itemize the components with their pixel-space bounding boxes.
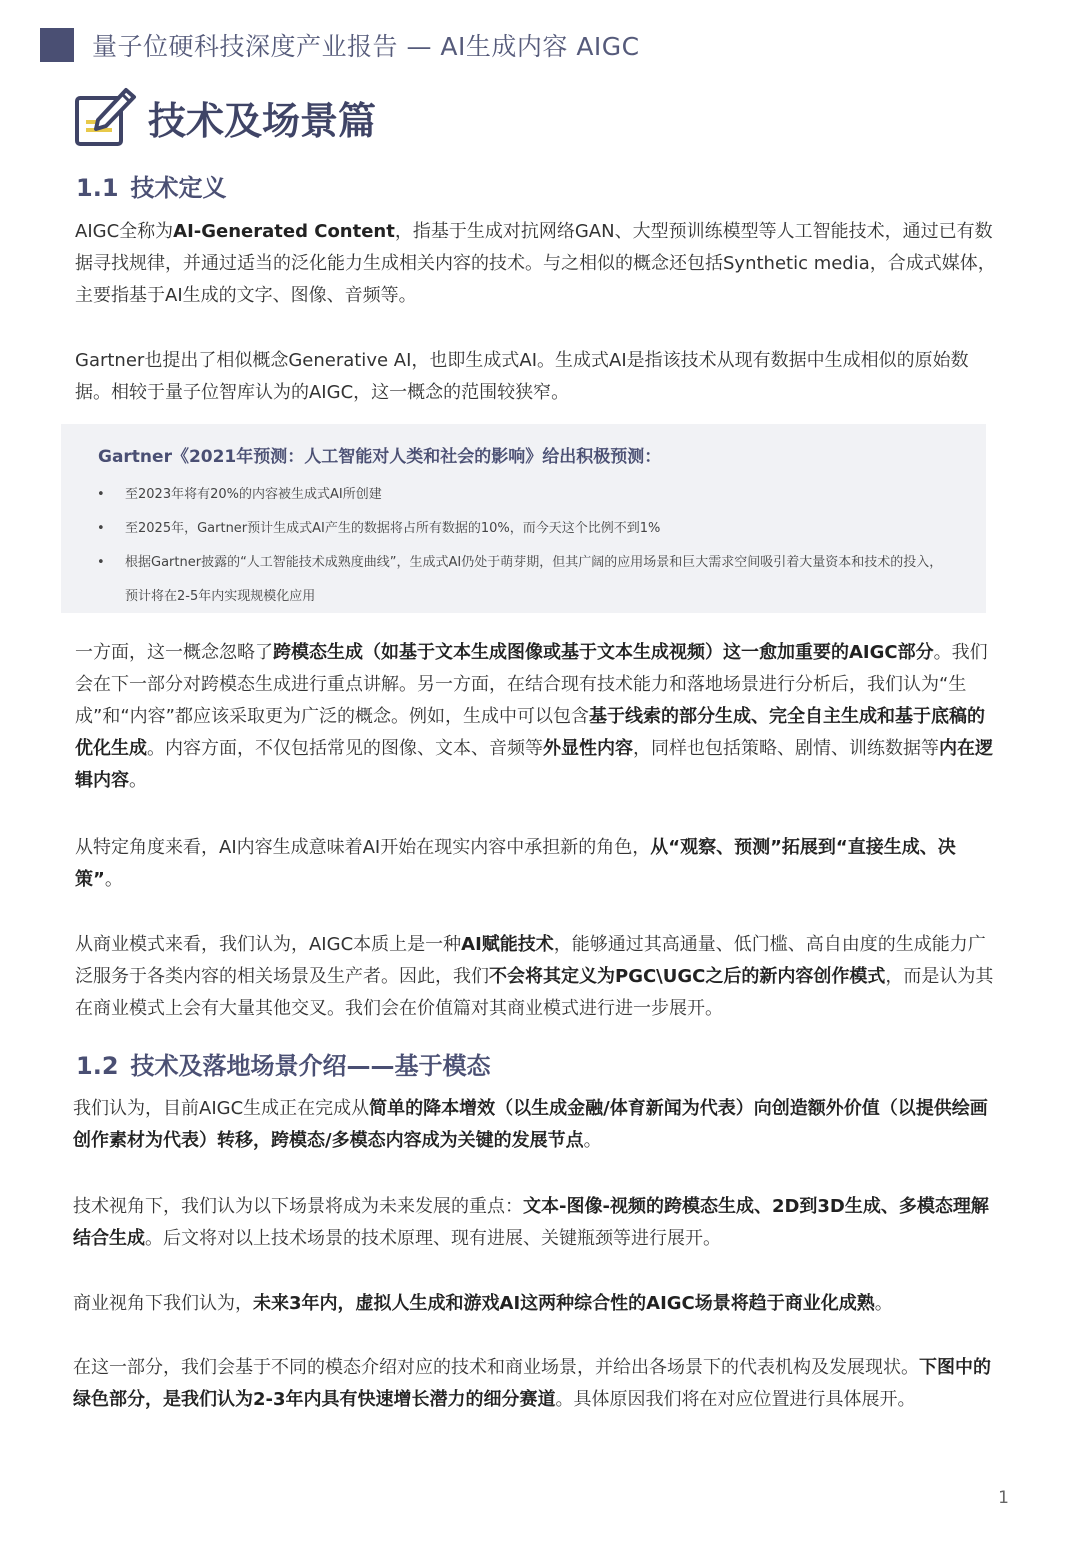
text-run: 。 — [104, 869, 123, 890]
heading-1-2 — [76, 1046, 491, 1081]
text-run: 在这一部分，我们会基于不同的模态介绍对应的技术和商业场景，并给出各场景下的代表机构及发展现状。 — [73, 1357, 919, 1378]
paragraph-8 — [73, 1288, 998, 1320]
bold-run: 内在逻辑内容 — [75, 738, 993, 791]
text-run: 我们认为，目前AIGC生成正在完成从 — [73, 1098, 370, 1119]
page-number: 1 — [998, 1488, 1009, 1508]
bold-run: 从“观察、预测”拓展到“直接生成、决策” — [75, 837, 956, 890]
gartner-callout-box — [61, 424, 986, 613]
heading-number: 1.1 — [76, 174, 119, 202]
text-run: 。内容方面，不仅包括常见的图像、文本、音频等 — [147, 738, 543, 759]
bold-run: 外显性内容 — [543, 738, 633, 759]
text-run: 从商业模式来看，我们认为，AIGC本质上是一种 — [75, 934, 462, 955]
text-run: 。我们会在下一部分对跨模态生成进行重点讲解。另一方面，在结合现有技术能力和落地场景进行分析后，我们认为“生成”和“内容”都应该采取更为广泛的概念。例如，生成中可以包含 — [75, 642, 988, 727]
text-run: ，而是认为其在商业模式上会有大量其他交叉。我们会在价值篇对其商业模式进行进一步展开。 — [75, 966, 994, 1019]
heading-text: 技术定义 — [130, 174, 227, 202]
heading-1-1 — [76, 168, 227, 203]
section-title: 技术及场景篇 — [148, 98, 377, 143]
list-item-text: 根据Gartner披露的“人工智能技术成熟度曲线”，生成式AI仍处于萌芽期，但其广阔的应用场景和巨大需求空间吸引着大量资本和技术的投入，预计将在2-5年内实现规模化应用 — [125, 555, 943, 604]
text-run: 。 — [129, 770, 147, 791]
bold-run: 简单的降本增效（以生成金融/体育新闻为代表）向创造额外价值（以提供绘画创作素材为代表）转移，跨模态/多模态内容成为关键的发展节点 — [73, 1098, 988, 1151]
paragraph-1 — [75, 216, 1000, 312]
header-square-icon — [40, 28, 74, 62]
header-title: 量子位硬科技深度产业报告 — AI生成内容 AIGC — [92, 32, 640, 61]
text-run: 一方面，这一概念忽略了 — [75, 642, 273, 663]
bullet-icon: • — [97, 487, 105, 502]
section-heading — [74, 84, 376, 150]
bold-run: AI-Generated Content — [173, 221, 395, 242]
text-run: 。后文将对以上技术场景的技术原理、现有进展、关键瓶颈等进行展开。 — [145, 1228, 721, 1249]
bold-run: AI赋能技术 — [461, 934, 554, 955]
paragraph-4 — [75, 832, 1000, 896]
text-run: AIGC全称为 — [75, 221, 174, 242]
callout-title: Gartner《2021年预测：人工智能对人类和社会的影响》给出积极预测： — [98, 447, 662, 467]
callout-list — [61, 478, 986, 614]
text-run: 从特定角度来看，AI内容生成意味着AI开始在现实内容中承担新的角色， — [75, 837, 651, 858]
list-item — [61, 478, 986, 512]
paragraph-7 — [73, 1191, 998, 1255]
list-item — [61, 512, 986, 546]
list-item — [61, 546, 986, 614]
paragraph-2: Gartner也提出了相似概念Generative AI，也即生成式AI。生成式AI是指该技术从现有数据中生成相似的原始数据。相较于量子位智库认为的AIGC，这一概念的范围较狭窄。 — [75, 350, 969, 403]
bullet-icon: • — [97, 521, 105, 536]
bold-run: 下图中的绿色部分，是我们认为2-3年内具有快速增长潜力的细分赛道 — [73, 1357, 991, 1410]
paragraph-5 — [75, 929, 1000, 1025]
text-run: 。 — [583, 1130, 602, 1151]
bold-run: 跨模态生成（如基于文本生成图像或基于文本生成视频）这一愈加重要的AIGC部分 — [273, 642, 934, 663]
heading-number: 1.2 — [76, 1052, 119, 1080]
paragraph-3 — [75, 637, 1000, 797]
notebook-pen-icon — [74, 84, 138, 150]
text-run: ，同样也包括策略、剧情、训练数据等 — [633, 738, 939, 759]
page-header — [40, 27, 640, 63]
paragraph-6 — [73, 1093, 998, 1157]
text-run: ，能够通过其高通量、低门槛、高自由度的生成能力广泛服务于各类内容的相关场景及生产者。因此，我们 — [75, 934, 986, 987]
bold-run: 文本-图像-视频的跨模态生成、2D到3D生成、多模态理解结合生成 — [73, 1196, 989, 1249]
bold-run: 未来3年内，虚拟人生成和游戏AI这两种综合性的AIGC场景将趋于商业化成熟 — [253, 1293, 875, 1314]
heading-text: 技术及落地场景介绍——基于模态 — [130, 1052, 491, 1080]
text-run: 商业视角下我们认为， — [73, 1293, 253, 1314]
text-run: ，指基于生成对抗网络GAN、大型预训练模型等人工智能技术，通过已有数据寻找规律，并通过适当的泛化能力生成相关内容的技术。与之相似的概念还包括Synthetic media，合成式媒体，主要指基于AI生成的文字、图像、音频等。 — [75, 221, 996, 306]
bold-run: 不会将其定义为PGC\UGC之后的新内容创作模式 — [489, 966, 886, 987]
bullet-icon: • — [97, 555, 105, 570]
bold-run: 基于线索的部分生成、完全自主生成和基于底稿的优化生成 — [75, 706, 985, 759]
paragraph-9 — [73, 1352, 998, 1416]
text-run: 技术视角下，我们认为以下场景将成为未来发展的重点： — [73, 1196, 523, 1217]
list-item-text: 至2023年将有20%的内容被生成式AI所创建 — [125, 487, 382, 502]
text-run: 。 — [874, 1293, 893, 1314]
text-run: 。具体原因我们将在对应位置进行具体展开。 — [555, 1389, 916, 1410]
list-item-text: 至2025年，Gartner预计生成式AI产生的数据将占所有数据的10%，而今天这个比例不到1% — [125, 521, 661, 536]
